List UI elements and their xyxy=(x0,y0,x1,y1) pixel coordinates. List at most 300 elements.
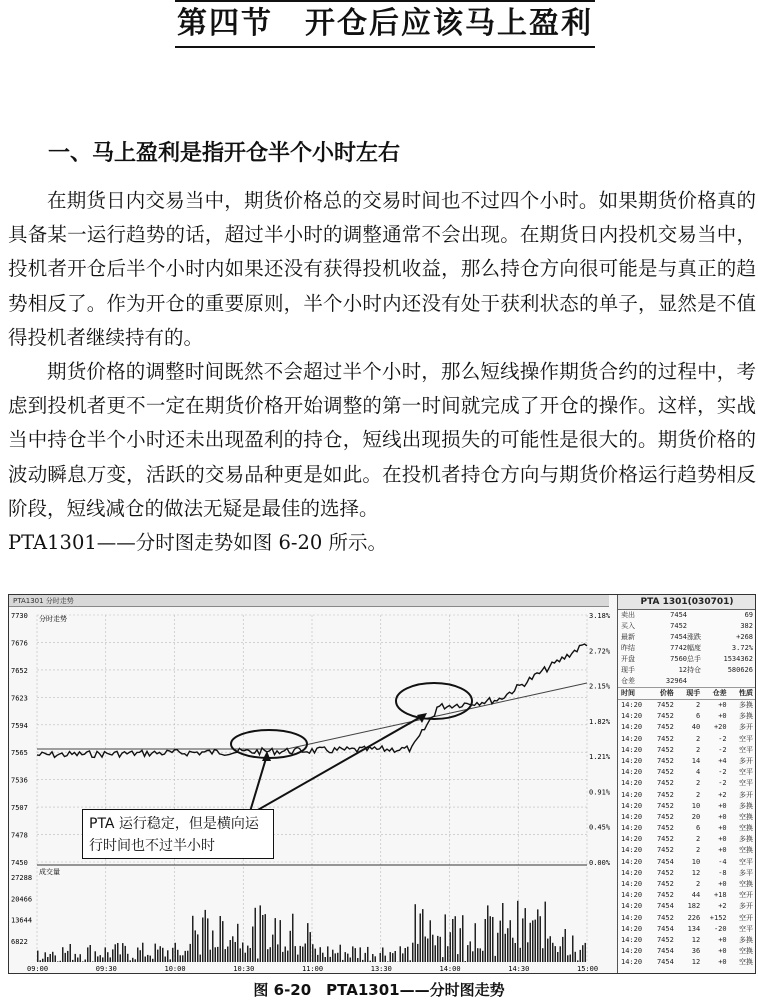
volume-bar xyxy=(222,921,224,962)
volume-bar xyxy=(550,936,552,962)
tick-row: 14:20 7452 6 +0 空换 xyxy=(621,824,754,833)
chart-axis-labels xyxy=(11,612,611,973)
volume-bar xyxy=(400,946,402,962)
volume-bar xyxy=(272,935,274,962)
left-axis-label: 7623 xyxy=(11,694,28,703)
time-axis-label: 10:00 xyxy=(164,965,186,973)
volume-bar xyxy=(552,943,554,962)
volume-bar xyxy=(445,914,447,962)
volume-bar xyxy=(512,938,514,962)
volume-bar xyxy=(152,959,154,962)
volume-bar xyxy=(197,934,199,962)
volume-bar xyxy=(492,917,494,962)
volume-bar xyxy=(365,953,367,962)
section-heading: 一、马上盈利是指开仓半个小时左右 xyxy=(48,141,401,166)
callout-box: PTA 运行稳定，但是横向运行时间也不过半小时 xyxy=(82,809,274,859)
volume-bar xyxy=(427,939,429,963)
volume-bars xyxy=(37,901,586,962)
left-axis-label: 7536 xyxy=(11,776,28,785)
volume-bar xyxy=(412,943,414,962)
volume-bar xyxy=(300,946,302,962)
volume-bar xyxy=(310,932,312,962)
quote-row: 仓差 32964 xyxy=(621,677,687,685)
volume-bar xyxy=(475,923,477,962)
volume-bar xyxy=(482,951,484,962)
header-rule-bottom xyxy=(175,46,595,48)
volume-bar xyxy=(315,949,317,962)
volume-bar xyxy=(237,924,239,962)
right-axis-label: 1.21% xyxy=(589,753,611,762)
volume-bar xyxy=(417,944,419,962)
volume-bar xyxy=(470,941,472,962)
volume-bar xyxy=(562,937,564,962)
volume-bar xyxy=(117,943,119,962)
quote-row: 卖出 7454 69 xyxy=(621,611,753,619)
volume-bar xyxy=(97,956,99,962)
tick-row: 14:20 7452 2 +2 多开 xyxy=(621,790,754,799)
page-header-title: 第四节 开仓后应该马上盈利 xyxy=(177,6,593,41)
volume-bar xyxy=(307,923,309,962)
volume-bar xyxy=(342,960,344,962)
figure-caption: 图 6-20 PTA1301——分时图走势 xyxy=(253,981,505,999)
volume-axis-label: 6822 xyxy=(11,937,28,946)
right-axis-label: 3.18% xyxy=(589,612,611,620)
volume-bar xyxy=(557,952,559,962)
volume-bar xyxy=(147,955,149,962)
volume-bar xyxy=(332,950,334,962)
volume-bar xyxy=(105,947,107,962)
volume-bar xyxy=(145,957,147,963)
volume-bar xyxy=(100,955,102,962)
chart-title-label: 分时走势 xyxy=(39,615,67,623)
volume-bar xyxy=(37,951,39,962)
volume-bar xyxy=(380,953,382,962)
quote-row: 现手 12 持仓 580626 xyxy=(621,666,753,674)
volume-bar xyxy=(420,914,422,963)
volume-bar xyxy=(75,954,77,962)
volume-bar xyxy=(57,961,59,962)
volume-bar xyxy=(467,945,469,962)
volume-bar xyxy=(95,951,97,962)
volume-bar xyxy=(387,961,389,962)
volume-bar xyxy=(215,947,217,962)
volume-bar xyxy=(390,952,392,962)
volume-bar xyxy=(135,959,137,962)
tick-row: 14:20 7452 2 +0 空换 xyxy=(621,880,754,888)
volume-bar xyxy=(575,952,577,962)
tick-row: 14:20 7454 36 +0 空换 xyxy=(621,947,754,956)
volume-bar xyxy=(187,951,189,962)
volume-axis-label: 20466 xyxy=(11,895,33,904)
volume-bar xyxy=(455,916,457,962)
volume-bar xyxy=(287,951,289,962)
volume-bar xyxy=(290,931,292,962)
tick-row: 14:20 7452 2 +0 空换 xyxy=(621,846,754,855)
volume-bar xyxy=(235,942,237,962)
volume-bar xyxy=(90,945,92,962)
volume-bar xyxy=(122,943,124,962)
volume-bar xyxy=(502,903,504,962)
volume-bar xyxy=(325,957,327,962)
volume-bar xyxy=(495,956,497,962)
left-axis-label: 7652 xyxy=(11,666,28,675)
quote-panel xyxy=(617,595,756,973)
volume-bar xyxy=(47,957,49,962)
volume-bar xyxy=(570,955,572,963)
volume-bar xyxy=(170,959,172,962)
left-axis-label: 7730 xyxy=(11,612,28,620)
volume-bar xyxy=(115,944,117,962)
tick-row: 14:20 7452 226 +152 空开 xyxy=(621,913,754,922)
volume-bar xyxy=(87,947,89,962)
tick-row: 14:20 7452 4 -2 空平 xyxy=(621,768,754,777)
volume-bar xyxy=(497,933,499,962)
volume-bar xyxy=(150,956,152,962)
tick-table-body xyxy=(618,700,756,969)
volume-bar xyxy=(567,955,569,962)
volume-bar xyxy=(452,919,454,962)
tick-row: 14:20 7454 182 +2 多开 xyxy=(621,902,754,911)
volume-bar xyxy=(125,946,127,962)
volume-bar xyxy=(435,945,437,962)
volume-bar xyxy=(305,944,307,963)
volume-bar xyxy=(572,936,574,963)
volume-bar xyxy=(230,940,232,962)
volume-bar xyxy=(62,947,64,962)
tick-row: 14:20 7452 44 +18 空开 xyxy=(621,891,754,900)
volume-bar xyxy=(60,961,62,962)
tick-row: 14:20 7454 10 -4 空平 xyxy=(621,857,754,866)
volume-bar xyxy=(177,950,179,962)
volume-bar xyxy=(127,954,129,962)
volume-bar xyxy=(175,943,177,962)
tick-row: 14:20 7452 2 -2 空平 xyxy=(621,779,754,788)
volume-bar xyxy=(580,950,582,962)
volume-bar xyxy=(577,960,579,962)
header-rule-top xyxy=(175,0,595,2)
volume-bar xyxy=(545,902,547,962)
left-axis-label: 7594 xyxy=(11,721,28,730)
volume-bar xyxy=(165,957,167,963)
volume-bar xyxy=(312,944,314,962)
volume-bar xyxy=(65,953,67,962)
tick-row: 14:20 7452 10 +0 多换 xyxy=(621,801,754,810)
paragraph-2: 期货价格的调整时间既然不会超过半个小时，那么短线操作期货合约的过程中，考虑到投机者更不一定在期货价格开始调整的第一时间就完成了开仓的操作。这样，实战当中持仓半个小时还未出现盈利的持仓，短线出现损失的可能性是很大的。期货价格的波动瞬息万变，活跃的交易品种更是如此。在投机者持仓方向与期货价格运行趋势相反阶段，短线减仓的做法无疑是最佳的选择。 xyxy=(8,360,756,520)
tick-row: 14:20 7452 14 +4 多开 xyxy=(621,756,754,765)
volume-bar xyxy=(112,949,114,962)
volume-bar xyxy=(102,957,104,962)
paragraph-tail: PTA1301——分时图走势如图 6-20 所示。 xyxy=(8,531,387,555)
figure-intraday-chart xyxy=(8,594,756,974)
volume-bar xyxy=(535,920,537,962)
volume-bar xyxy=(450,932,452,962)
volume-bar xyxy=(277,944,279,962)
tick-table-header: 时间 价格 现手 仓差 性质 xyxy=(618,687,756,700)
volume-bar xyxy=(275,918,277,962)
body-text xyxy=(8,184,756,560)
volume-bar xyxy=(240,948,242,962)
volume-bar xyxy=(182,955,184,962)
volume-bar xyxy=(260,905,262,962)
volume-bar xyxy=(202,918,204,963)
volume-bar xyxy=(522,918,524,962)
volume-bar xyxy=(460,928,462,962)
volume-bar xyxy=(337,953,339,962)
volume-bar xyxy=(270,947,272,962)
volume-bar xyxy=(130,960,132,962)
volume-bar xyxy=(207,918,209,962)
volume-bar xyxy=(162,948,164,962)
volume-bar xyxy=(457,954,459,962)
volume-bar xyxy=(517,901,519,962)
volume-bar xyxy=(220,916,222,962)
volume-bar xyxy=(507,928,509,962)
volume-bar xyxy=(547,939,549,962)
volume-bar xyxy=(362,960,364,962)
volume-bar xyxy=(505,934,507,962)
volume-bar xyxy=(242,943,244,963)
volume-bar xyxy=(302,947,304,962)
volume-bar xyxy=(422,909,424,962)
volume-bar xyxy=(247,946,249,962)
volume-bar xyxy=(585,943,587,962)
volume-bar xyxy=(250,948,252,962)
volume-bar xyxy=(212,931,214,963)
volume-bar xyxy=(280,920,282,962)
volume-bar xyxy=(345,952,347,962)
volume-bar xyxy=(500,921,502,962)
volume-bar xyxy=(462,915,464,962)
volume-bar xyxy=(372,954,374,962)
volume-bar xyxy=(172,948,174,962)
left-axis-label: 7507 xyxy=(11,804,28,813)
volume-bar xyxy=(537,909,539,962)
volume-bar xyxy=(357,958,359,962)
volume-bar xyxy=(525,908,527,962)
volume-bar xyxy=(370,961,372,962)
breakout-ellipse xyxy=(396,683,472,719)
time-axis-label: 14:30 xyxy=(508,965,530,973)
volume-bar xyxy=(225,949,227,962)
volume-bar xyxy=(407,947,409,962)
volume-bar xyxy=(205,910,207,962)
tick-row: 14:20 7452 40 +20 多开 xyxy=(621,723,754,732)
volume-bar xyxy=(405,948,407,962)
volume-bar xyxy=(82,961,84,962)
volume-bar xyxy=(140,950,142,962)
volume-bar xyxy=(252,927,254,963)
time-axis-label: 10:30 xyxy=(233,965,255,973)
volume-bar xyxy=(120,954,122,962)
volume-axis-label: 13644 xyxy=(11,916,33,925)
volume-bar xyxy=(367,947,369,962)
volume-bar xyxy=(262,915,264,962)
volume-bar xyxy=(42,959,44,962)
volume-bar xyxy=(510,920,512,962)
volume-bar xyxy=(195,930,197,962)
volume-bar xyxy=(477,948,479,962)
right-axis-label: 0.00% xyxy=(589,859,611,867)
tick-row: 14:20 7454 12 +0 空换 xyxy=(621,958,754,967)
right-axis-label: 0.45% xyxy=(589,823,611,832)
volume-bar xyxy=(267,949,269,962)
quote-row: 昨结 7742 幅度 3.72% xyxy=(621,644,753,652)
tick-row: 14:20 7452 2 -2 空平 xyxy=(621,734,754,743)
volume-bar xyxy=(520,948,522,962)
volume-bar xyxy=(320,947,322,962)
volume-bar xyxy=(395,951,397,962)
volume-bar xyxy=(72,960,74,962)
volume-bar xyxy=(565,929,567,962)
volume-bar xyxy=(582,945,584,962)
volume-bar xyxy=(157,950,159,962)
volume-bar xyxy=(40,960,42,962)
volume-bar xyxy=(340,945,342,962)
volume-bar xyxy=(410,960,412,962)
volume-bar xyxy=(425,937,427,963)
volume-bar xyxy=(67,951,69,962)
volume-bar xyxy=(327,946,329,962)
volume-bar xyxy=(330,957,332,962)
volume-bar xyxy=(490,916,492,962)
volume-bar xyxy=(465,961,467,962)
volume-bar xyxy=(92,961,94,962)
volume-bar xyxy=(200,955,202,962)
time-axis-label: 14:00 xyxy=(439,965,461,973)
volume-bar xyxy=(180,955,182,962)
volume-bar xyxy=(292,914,294,962)
tick-row: 14:20 7452 12 +0 多换 xyxy=(621,935,754,944)
volume-bar xyxy=(317,955,319,962)
time-axis-label: 15:00 xyxy=(577,965,599,973)
volume-bar xyxy=(402,953,404,962)
volume-bar xyxy=(480,948,482,962)
left-axis-label: 7478 xyxy=(11,831,28,840)
volume-bar xyxy=(285,947,287,963)
volume-bar xyxy=(107,952,109,962)
volume-bar xyxy=(217,947,219,962)
right-axis-label: 0.91% xyxy=(589,788,611,797)
volume-bar xyxy=(352,946,354,962)
volume-bar xyxy=(160,946,162,962)
volume-bar xyxy=(347,954,349,962)
volume-bar xyxy=(85,960,87,963)
left-axis-label: 7450 xyxy=(11,859,28,867)
tick-row: 14:20 7452 12 -8 多平 xyxy=(621,868,754,877)
volume-bar xyxy=(560,946,562,962)
volume-bar xyxy=(50,954,52,962)
volume-bar xyxy=(440,937,442,962)
volume-bar xyxy=(232,936,234,962)
figure-topbar: PTA1301 分时走势 xyxy=(9,595,609,607)
volume-bar xyxy=(355,948,357,962)
volume-bar xyxy=(297,955,299,962)
volume-bar xyxy=(77,958,79,963)
time-axis-label: 13:30 xyxy=(370,965,392,973)
volume-bar xyxy=(255,908,257,962)
right-axis-label: 2.15% xyxy=(589,682,611,691)
time-axis-label: 09:30 xyxy=(95,965,117,973)
volume-bar xyxy=(245,953,247,962)
quote-summary xyxy=(618,610,756,687)
left-axis-label: 7565 xyxy=(11,749,28,758)
volume-bar xyxy=(540,916,542,962)
volume-bar xyxy=(430,920,432,962)
quote-row: 开盘 7560 总手 1534362 xyxy=(621,655,753,663)
volume-bar xyxy=(55,955,57,962)
quote-row: 买入 7452 382 xyxy=(621,622,753,630)
volume-bar xyxy=(137,948,139,963)
right-axis-label: 1.82% xyxy=(589,717,611,726)
volume-bar xyxy=(192,916,194,962)
volume-bar xyxy=(295,946,297,962)
volume-bar xyxy=(142,943,144,962)
volume-bar xyxy=(442,957,444,962)
volume-bar xyxy=(70,944,72,962)
volume-bar xyxy=(360,947,362,962)
tick-row: 14:20 7452 2 +0 多换 xyxy=(621,701,754,709)
chart-grid xyxy=(37,615,587,962)
volume-bar xyxy=(437,936,439,962)
volume-bar xyxy=(282,952,284,962)
volume-bar xyxy=(110,957,112,962)
volume-bar xyxy=(415,904,417,962)
volume-bar xyxy=(532,920,534,962)
volume-bar xyxy=(190,944,192,962)
volume-bar xyxy=(167,950,169,962)
left-axis-label: 7676 xyxy=(11,639,28,648)
quote-panel-title: PTA 1301(030701) xyxy=(618,595,756,610)
volume-bar xyxy=(350,958,352,963)
volume-bar xyxy=(155,944,157,962)
tick-row: 14:20 7452 2 -2 空平 xyxy=(621,745,754,754)
volume-bar xyxy=(392,953,394,962)
time-axis-label: 09:00 xyxy=(27,965,49,973)
intraday-chart-svg xyxy=(9,607,614,973)
right-axis-label: 2.72% xyxy=(589,647,611,656)
time-axis-label: 11:00 xyxy=(302,965,324,973)
volume-bar xyxy=(52,952,54,962)
volume-bar xyxy=(210,950,212,962)
volume-bar xyxy=(542,948,544,962)
volume-bar xyxy=(80,954,82,962)
volume-bar xyxy=(257,959,259,963)
volume-bar xyxy=(265,914,267,962)
volume-bar xyxy=(472,951,474,962)
tick-row: 14:20 7452 6 +0 多换 xyxy=(621,712,754,721)
volume-bar xyxy=(527,942,529,962)
volume-bar xyxy=(485,919,487,962)
volume-axis-label: 27288 xyxy=(11,874,33,882)
volume-bar xyxy=(515,943,517,962)
tick-row: 14:20 7452 2 +0 多换 xyxy=(621,835,754,844)
volume-bar xyxy=(382,948,384,963)
volume-title-label: 成交量 xyxy=(39,868,60,876)
volume-bar xyxy=(375,956,377,962)
volume-bar xyxy=(432,935,434,962)
volume-bar xyxy=(322,953,324,962)
paragraph-1: 在期货日内交易当中，期货价格总的交易时间也不过四个小时。如果期货价格真的具备某一运行趋势的话，超过半小时的调整通常不会出现。在期货日内投机交易当中，投机者开仓后半个小时内如果还没有获得投机收益，那么持仓方向很可能是与真正的趋势相反了。作为开仓的重要原则，半个小时内还没有处于获利状态的单子，显然是不值得投机者继续持有的。 xyxy=(8,189,756,349)
volume-bar xyxy=(227,947,229,963)
volume-bar xyxy=(185,951,187,962)
volume-bar xyxy=(555,946,557,962)
tick-row: 14:20 7454 134 -20 空平 xyxy=(621,924,754,933)
volume-bar xyxy=(45,952,47,962)
quote-row: 最新 7454 涨跌 +268 xyxy=(621,633,753,641)
volume-bar xyxy=(132,958,134,962)
volume-bar xyxy=(447,946,449,962)
consolidation-ellipse xyxy=(231,730,307,758)
